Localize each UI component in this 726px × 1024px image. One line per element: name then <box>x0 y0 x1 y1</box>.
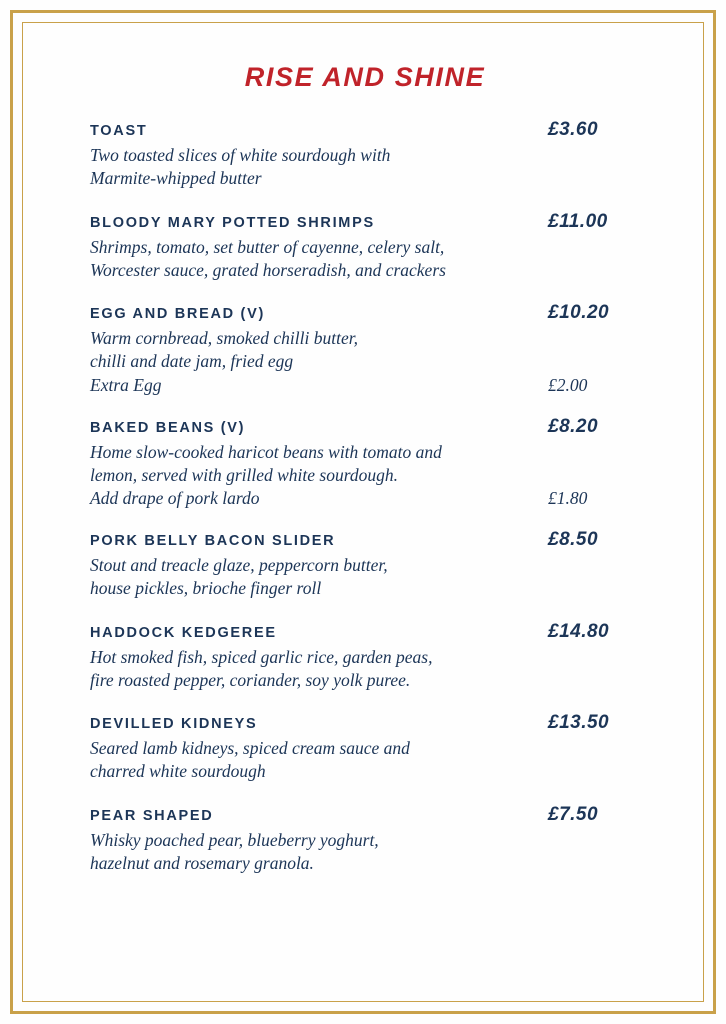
menu-content <box>34 34 692 990</box>
description-line: chilli and date jam, fried egg <box>90 351 294 372</box>
menu-item-header <box>90 211 640 233</box>
menu-item-header <box>90 302 640 324</box>
menu-item-name: HADDOCK KEDGEREE <box>90 624 277 641</box>
menu-item <box>90 416 640 510</box>
menu-item-price: £8.20 <box>548 415 599 437</box>
menu-item-description <box>90 737 640 784</box>
menu-item-price: £13.50 <box>548 712 610 734</box>
menu-item-price: £10.20 <box>548 302 610 324</box>
description-line: charred white sourdough <box>90 761 266 782</box>
menu-item-name: PEAR SHAPED <box>90 807 214 824</box>
menu-item <box>90 621 640 693</box>
description-line: Seared lamb kidneys, spiced cream sauce and <box>90 738 410 759</box>
menu-item-header <box>90 621 640 643</box>
menu-item-price: £11.00 <box>548 210 608 232</box>
menu-item <box>90 804 640 876</box>
description-line: lemon, served with grilled white sourdough. <box>90 464 399 485</box>
menu-item-name: TOAST <box>90 123 148 139</box>
menu-item-description <box>90 441 640 488</box>
menu-item-price: £7.50 <box>548 803 599 825</box>
menu-item-description <box>90 829 640 876</box>
menu-item-name: EGG AND BREAD (V) <box>90 306 265 323</box>
description-line: Warm cornbread, smoked chilli butter, <box>90 328 358 349</box>
extra-price: £1.80 <box>548 488 588 509</box>
menu-item-header <box>90 416 640 438</box>
description-line: Two toasted slices of white sourdough with <box>90 145 391 165</box>
menu-item-header <box>90 712 640 734</box>
description-line: Whisky poached pear, blueberry yoghurt, <box>90 829 379 850</box>
description-line: house pickles, brioche finger roll <box>90 578 322 599</box>
menu-item-price: £3.60 <box>548 119 599 140</box>
menu-item-header <box>90 119 640 141</box>
menu-item-description <box>90 236 640 283</box>
description-line: Stout and treacle glaze, peppercorn butter, <box>90 555 388 576</box>
description-line: Shrimps, tomato, set butter of cayenne, celery salt, <box>90 236 445 257</box>
menu-item-description <box>90 144 640 191</box>
menu-item-name: BLOODY MARY POTTED SHRIMPS <box>90 214 375 231</box>
extra-price: £2.00 <box>548 374 588 395</box>
description-line: Hot smoked fish, spiced garlic rice, garden peas, <box>90 646 433 667</box>
menu-item <box>90 211 640 283</box>
menu-item <box>90 712 640 784</box>
menu-item-description <box>90 646 640 693</box>
menu-item-name: DEVILLED KIDNEYS <box>90 716 258 733</box>
menu-item-name: BAKED BEANS (V) <box>90 419 246 436</box>
menu-item-header <box>90 804 640 826</box>
menu-item <box>90 119 640 191</box>
menu-item-header <box>90 529 640 551</box>
menu-item-extra <box>90 375 640 396</box>
page-title: RISE AND SHINE <box>244 62 486 92</box>
description-line: hazelnut and rosemary granola. <box>90 852 314 873</box>
menu-item <box>90 302 640 396</box>
menu-item-description <box>90 554 640 601</box>
menu-item <box>90 529 640 601</box>
menu-item-price: £8.50 <box>548 529 599 551</box>
menu-item-extra <box>90 488 640 509</box>
menu-item-description <box>90 327 640 374</box>
extra-label: Add drape of pork lardo <box>90 488 260 509</box>
menu-item-price: £14.80 <box>548 620 610 642</box>
description-line: Home slow-cooked haricot beans with tomato and <box>90 441 442 462</box>
description-line: fire roasted pepper, coriander, soy yolk puree. <box>90 669 411 690</box>
menu-item-name: PORK BELLY BACON SLIDER <box>90 533 336 550</box>
description-line: Worcester sauce, grated horseradish, and crackers <box>90 259 446 280</box>
extra-label: Extra Egg <box>90 374 162 395</box>
description-line: Marmite-whipped butter <box>90 168 262 189</box>
